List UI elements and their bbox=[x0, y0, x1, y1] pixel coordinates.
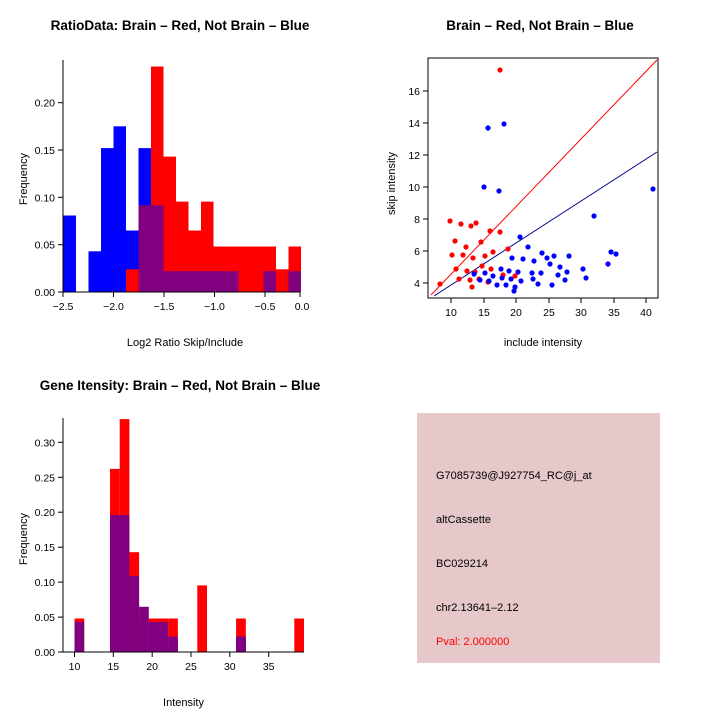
scatter-x-axis-label: include intensity bbox=[503, 337, 583, 349]
info-panel bbox=[417, 413, 660, 663]
svg-text:0.00: 0.00 bbox=[34, 647, 55, 659]
svg-text:8: 8 bbox=[414, 214, 420, 226]
svg-text:0.20: 0.20 bbox=[34, 507, 55, 520]
brain-fit-line bbox=[431, 60, 657, 295]
scatter-title: Brain – Red, Not Brain – Blue bbox=[446, 18, 634, 33]
svg-text:20: 20 bbox=[146, 661, 159, 673]
svg-text:0.05: 0.05 bbox=[34, 239, 55, 252]
svg-text:0.20: 0.20 bbox=[34, 97, 55, 110]
not-brain-fit-line bbox=[434, 152, 657, 296]
svg-text:0.00: 0.00 bbox=[34, 287, 55, 299]
scatter-tick-labels bbox=[408, 86, 652, 319]
scatter-plot bbox=[360, 0, 720, 360]
svg-text:30: 30 bbox=[575, 307, 587, 319]
pval-text: Pval: 2.000000 bbox=[436, 636, 510, 648]
svg-text:6: 6 bbox=[414, 246, 420, 258]
ratio-bars bbox=[64, 67, 302, 293]
ratio-x-axis-label: Log2 Ratio Skip/Include bbox=[126, 337, 244, 349]
gene-histogram-plot bbox=[0, 360, 360, 720]
svg-text:0.25: 0.25 bbox=[34, 472, 55, 485]
ratio-histogram-title: RatioData: Brain – Red, Not Brain – Blue bbox=[50, 18, 310, 33]
svg-text:16: 16 bbox=[408, 86, 420, 98]
svg-text:10: 10 bbox=[445, 307, 457, 319]
svg-text:−1.0: −1.0 bbox=[204, 301, 225, 313]
svg-text:0.05: 0.05 bbox=[34, 612, 55, 625]
gene-bars bbox=[75, 419, 305, 652]
svg-text:10: 10 bbox=[408, 182, 420, 194]
svg-text:10: 10 bbox=[68, 661, 81, 673]
svg-text:40: 40 bbox=[640, 307, 652, 319]
svg-text:0.0: 0.0 bbox=[294, 301, 310, 313]
svg-text:0.10: 0.10 bbox=[34, 577, 55, 590]
svg-text:0.30: 0.30 bbox=[34, 437, 55, 450]
panel-ratio-histogram bbox=[0, 0, 360, 360]
svg-text:20: 20 bbox=[510, 307, 522, 319]
gene-axes bbox=[58, 418, 304, 657]
svg-text:0.10: 0.10 bbox=[34, 192, 55, 205]
panel-gene-histogram bbox=[0, 360, 360, 720]
gene-histogram-title: Gene Itensity: Brain – Red, Not Brain – Blue bbox=[39, 378, 321, 393]
gene-x-axis-label: Intensity bbox=[163, 697, 204, 709]
svg-text:25: 25 bbox=[185, 661, 197, 673]
locus-text: chr2.13641–2.12 bbox=[436, 602, 519, 614]
svg-text:15: 15 bbox=[107, 661, 120, 673]
scatter-points-not-brain bbox=[471, 121, 655, 293]
svg-text:14: 14 bbox=[408, 118, 420, 130]
svg-text:35: 35 bbox=[262, 661, 275, 673]
svg-text:−2.5: −2.5 bbox=[52, 301, 74, 313]
gene-y-axis-label: Frequency bbox=[18, 513, 30, 565]
scatter-points-brain bbox=[437, 67, 517, 289]
svg-text:12: 12 bbox=[408, 150, 420, 162]
probe-id-text: G7085739@J927754_RC@j_at bbox=[436, 470, 592, 482]
ratio-histogram-plot bbox=[0, 0, 360, 360]
svg-text:−1.5: −1.5 bbox=[153, 301, 175, 313]
svg-text:4: 4 bbox=[414, 278, 420, 290]
svg-text:35: 35 bbox=[608, 307, 620, 319]
svg-text:−0.5: −0.5 bbox=[254, 301, 276, 313]
scatter-y-axis-label: skip intensity bbox=[386, 152, 398, 215]
svg-text:30: 30 bbox=[223, 661, 236, 673]
panel-scatter bbox=[360, 0, 720, 360]
svg-text:−2.0: −2.0 bbox=[103, 301, 124, 313]
ratio-y-axis-label: Frequency bbox=[18, 153, 30, 205]
svg-text:15: 15 bbox=[478, 307, 490, 319]
event-type-text: altCassette bbox=[436, 514, 492, 526]
accession-text: BC029214 bbox=[436, 558, 488, 570]
svg-text:0.15: 0.15 bbox=[34, 542, 55, 555]
svg-text:25: 25 bbox=[543, 307, 555, 319]
svg-text:0.15: 0.15 bbox=[34, 145, 55, 157]
